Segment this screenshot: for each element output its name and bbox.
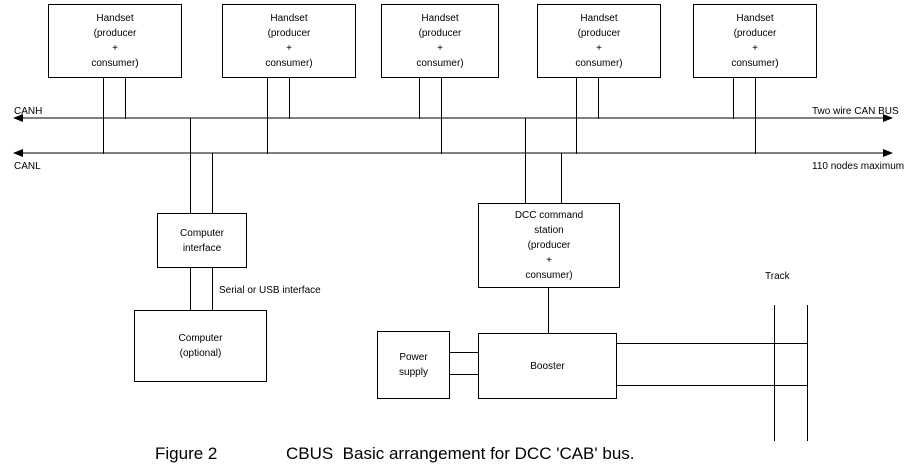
figure-number: Figure 2: [155, 444, 218, 463]
handset-1-role-line1: (producer: [93, 28, 137, 39]
booster-label: Booster: [530, 360, 565, 372]
dcc-command-station-box: [478, 203, 620, 288]
power-supply-box: [377, 331, 450, 399]
two-wire-can-bus-label: Two wire CAN BUS: [812, 106, 899, 117]
handset-1-role-line3: consumer): [91, 58, 139, 69]
booster-box: [478, 333, 617, 399]
canh-label: CANH: [14, 106, 43, 117]
dcc-line2: station: [534, 225, 564, 236]
handset-3-role-line3: consumer): [416, 58, 464, 69]
computer-interface-line2: interface: [182, 242, 222, 254]
booster-to-track-wire-top: [617, 343, 807, 344]
track-label: Track: [765, 271, 790, 282]
canl-label: CANL: [14, 161, 41, 172]
booster-to-track-wire-bottom: [617, 385, 807, 386]
handset-2-role-line1: (producer: [267, 28, 311, 39]
serial-usb-wire-left: [190, 268, 191, 310]
nodes-maximum-label: 110 nodes maximum: [812, 161, 905, 172]
handset-4-title: Handset: [580, 13, 618, 24]
handset-1-title: Handset: [96, 13, 134, 24]
serial-usb-wire-right: [212, 268, 213, 310]
handset-4-role-line1: (producer: [577, 28, 621, 39]
figure-caption: CBUS Basic arrangement for DCC 'CAB' bus.: [286, 444, 635, 463]
computer-interface-canh-drop: [190, 118, 191, 213]
track-rail-right: [807, 305, 808, 441]
serial-usb-interface-label: Serial or USB interface: [219, 285, 321, 296]
handset-2-title: Handset: [270, 13, 308, 24]
handset-5-role-line2: +: [752, 43, 758, 54]
dcc-line3: (producer: [527, 240, 571, 251]
dcc-canl-drop: [561, 153, 562, 203]
handset-5-role-line1: (producer: [733, 28, 777, 39]
handset-4-role-line3: consumer): [575, 58, 623, 69]
power-supply-line2: supply: [399, 367, 428, 378]
computer-line1: Computer: [178, 333, 223, 344]
power-to-booster-wire-bottom: [450, 374, 478, 375]
computer-line2: (optional): [179, 348, 222, 359]
dcc-to-booster-wire: [548, 288, 549, 333]
power-to-booster-wire-top: [450, 352, 478, 353]
power-supply-line1: Power: [399, 352, 428, 363]
dcc-line1: DCC command: [514, 210, 584, 221]
handset-5-title: Handset: [736, 13, 774, 24]
computer-box: [134, 310, 267, 382]
computer-interface-line1: Computer: [180, 227, 224, 239]
dcc-canh-drop: [525, 118, 526, 203]
dcc-line4: +: [546, 255, 552, 266]
handset-3-role-line1: (producer: [418, 28, 462, 39]
track-rail-left: [774, 305, 775, 441]
computer-interface-canl-drop: [212, 153, 213, 213]
handset-1-role-line2: +: [112, 43, 118, 54]
handset-5-role-line3: consumer): [731, 58, 779, 69]
computer-interface-box: [157, 213, 247, 268]
handset-3-role-line2: +: [437, 43, 443, 54]
handset-2-role-line3: consumer): [265, 58, 313, 69]
handset-2-role-line2: +: [286, 43, 292, 54]
dcc-line5: consumer): [525, 270, 573, 281]
handset-4-role-line2: +: [596, 43, 602, 54]
handset-3-title: Handset: [421, 13, 459, 24]
